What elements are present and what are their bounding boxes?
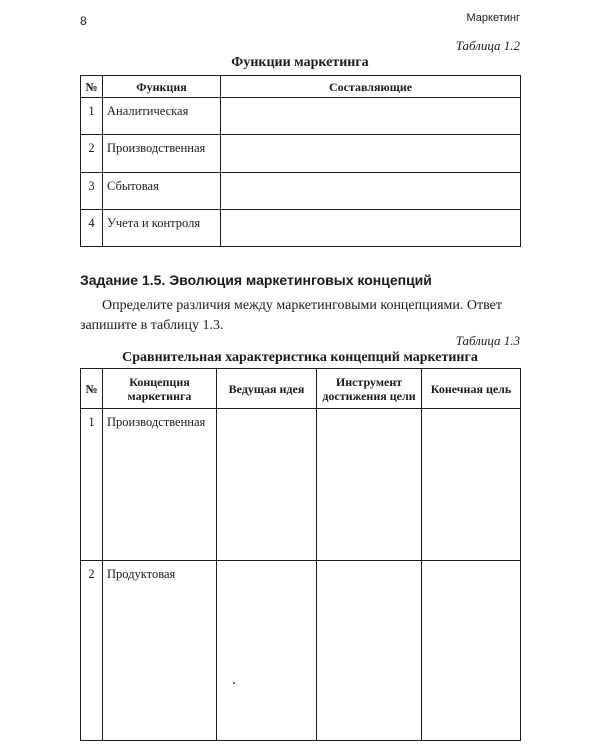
table-row: [81, 561, 521, 741]
row-number: 2: [81, 135, 103, 173]
function-name: Сбытовая: [103, 173, 221, 210]
running-head: Маркетинг: [466, 12, 520, 24]
components-cell: [221, 98, 521, 135]
task-heading: Задание 1.5. Эволюция маркетинговых концепций: [80, 272, 432, 288]
row-number: 2: [81, 561, 103, 741]
tool-cell: [317, 409, 422, 561]
components-cell: [221, 210, 521, 247]
row-number: 1: [81, 409, 103, 561]
table-1-2-title: Функции маркетинга: [231, 55, 369, 70]
row-number: 1: [81, 98, 103, 135]
table-1-2-label: Таблица 1.2: [455, 38, 520, 53]
function-name: Аналитическая: [103, 98, 221, 135]
table-row: [81, 98, 521, 135]
tool-cell: [317, 561, 422, 741]
table-1-3: [80, 368, 521, 741]
col-header-tool: Инструмент достижения цели: [317, 369, 422, 409]
table-row: [81, 210, 521, 247]
col-header-leading-idea: Ведущая идея: [217, 369, 317, 409]
table-1-2: [80, 75, 521, 247]
page-number: 8: [80, 14, 87, 28]
concept-name: Продуктовая: [103, 561, 217, 741]
col-header-function: Функция: [103, 76, 221, 98]
row-number: 4: [81, 210, 103, 247]
table-row: [81, 135, 521, 173]
concept-name: Производственная: [103, 409, 217, 561]
table-row: [81, 409, 521, 561]
final-goal-cell: [422, 561, 521, 741]
leading-idea-cell: [217, 561, 317, 741]
col-header-final-goal: Конечная цель: [422, 369, 521, 409]
components-cell: [221, 173, 521, 210]
function-name: Учета и контроля: [103, 210, 221, 247]
components-cell: [221, 135, 521, 173]
table-row: [81, 173, 521, 210]
task-text: Определите различия между маркетинговыми концепциями. Ответ запишите в таблицу 1.3.: [80, 298, 502, 333]
final-goal-cell: [422, 409, 521, 561]
col-header-components: Составляющие: [221, 76, 521, 98]
function-name: Производственная: [103, 135, 221, 173]
col-header-number: №: [81, 76, 103, 98]
table-1-3-label: Таблица 1.3: [455, 333, 520, 348]
row-number: 3: [81, 173, 103, 210]
table-1-3-title: Сравнительная характеристика концепций маркетинга: [122, 350, 478, 365]
col-header-concept: Концепция маркетинга: [103, 369, 217, 409]
stray-mark: [233, 682, 235, 684]
leading-idea-cell: [217, 409, 317, 561]
col-header-number: №: [81, 369, 103, 409]
